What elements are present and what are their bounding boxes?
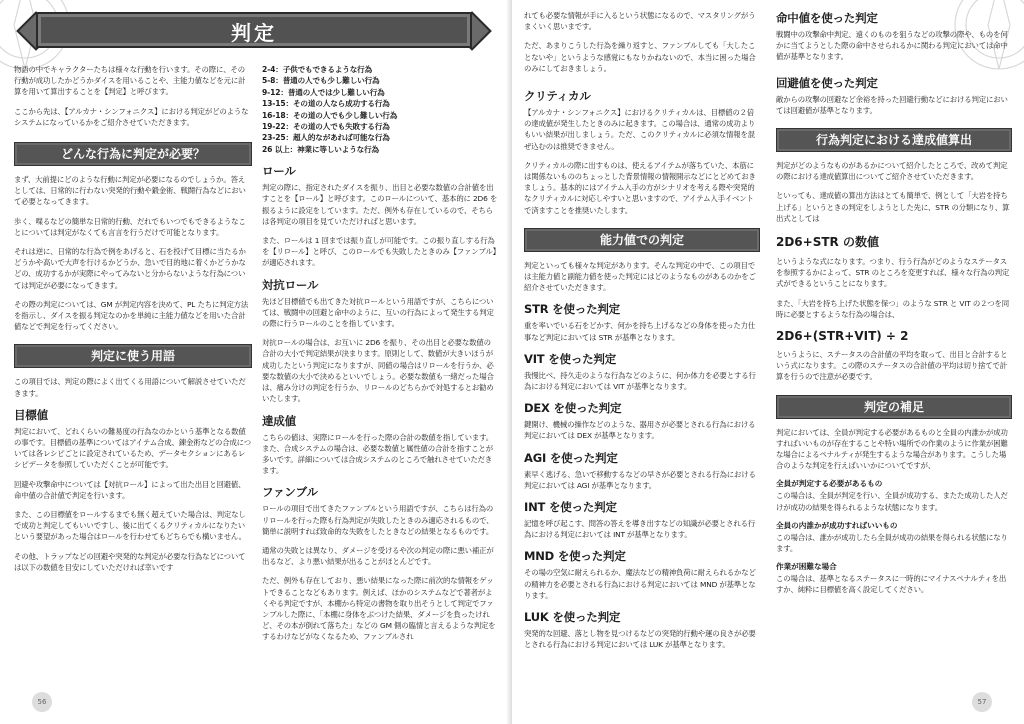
scale-item: 23-25：超人的ながあれば可能な行為 [262, 133, 390, 143]
paragraph: ただ、例外も存在しており、悪い結果になった際に前次的な情報をゲットできることなどもあります。例えば、ほかのシステムなどで著者がよくやる判定ですが、本棚から特定の書物を取り出そうとして判定でファンブルした際に、「本棚に身体をぶつけた結果、ダメージを負ったけれど、その本が倒れて落ちた」などの GM 側の臨情と言えるような判定をするわけなどがなくなるため、ファンブルされ [262, 576, 496, 642]
paragraph: 判定がどのようなものがあるかについて紹介したところで、改めて判定の際における達成値算出についてご紹介させていただきます。 [776, 161, 1008, 182]
paragraph: ただ、あまりこうした行為を繰り返すと、ファンブルしても「大したことないや」というような感覚にもなりかねないので、本当に困った場合のみにしておきましょう。 [524, 41, 756, 73]
paragraph: 【アルカナ・シンフォニクス】におけるクリティカルは、目標値の２倍の達成値が発生したときのみに起きます。この場合は、通常の成功よりもいい結果が出しましょう。ただ、このクリティカルに必須な情報を混ぜ込むのは推奨できません。 [524, 108, 756, 151]
paragraph: この場合は、誰かが成功したら全員が成功の結果を得られる状態になります。 [776, 532, 1008, 554]
scale-item: 9-12：普通の人では少し難しい行為 [262, 87, 385, 97]
paragraph: といっても、達成値の算出方法はとても簡単で、例として「大岩を持ち上げる」というときの判定をしようとした先に、STR の分類になり、算出式としては [776, 191, 1010, 223]
ability-heading: 回避値を使った判定 [776, 75, 878, 90]
paragraph: また、「大岩を持ち上げた状態を保つ」のような STR と VIT の２つを同時に必要とするような行為の場合は、 [776, 298, 1010, 319]
paragraph: 通常の失敗とは異なり、ダメージを受けるや次の判定の際に悪い補正が出るなど、より悪い結果が出ることがほとんどです。 [262, 545, 494, 567]
ability-heading: VIT を使った判定 [524, 351, 617, 366]
paragraph: その際の判定については、GM が判定内容を決めて、PL たちに判定方法を指示し、ダイスを振る判定なのかを単純に主能力値などを用いた合計値などで判定を行ってください。 [14, 299, 249, 332]
term-heading: 達成値 [262, 413, 296, 428]
term-heading: 目標値 [14, 407, 48, 422]
scale-item: 16-18：その道の人でも少し難しい行為 [262, 110, 398, 120]
sub-heading: 作業が困難な場合 [776, 562, 837, 572]
paragraph: というように、ステータスの合計値の平均を取って、出目と合計するという式になります。この際のステータスの合計値の平均は切り捨てで計算を行うので注意が必要です。 [776, 350, 1008, 382]
paragraph: それは逆に、日常的な行為で例をあげると、石を投げて目標に当たるかどうかや高いで大声を行けるかどうか、急いで目的地に着くかどうかなどの、成功するかが実際にやってみないと分からないような行為については判定が必要になってきます。 [14, 247, 246, 290]
left-page [0, 0, 510, 724]
paragraph: その場の空気に耐えられるか、魔法などの精神負荷に耐えられるかなどの精神力を必要とされる行為における判定においては MND が基準となります。 [524, 568, 756, 600]
paragraph: れても必要な情報が手に入るという状態になるので、マスタリングがうまくいく思いまです。 [524, 11, 756, 32]
paragraph: 判定において、どれくらいの難易度の行為なのかという基準となる数値の事です。目標値の基準についてはアイテム合成、錬金術などの合成については各レシピごとに設定されているため、データセクションにあるレシピデータを参照していただくことが可能です。 [14, 426, 252, 470]
section-header: 判定に使う用語 [14, 344, 252, 368]
paragraph: 素早く逃げる、急いで移動するなどの早さが必要とされる行為における判定においては AGI が基準となります。 [524, 469, 756, 490]
section-header: 行為判定における達成値算出 [776, 128, 1012, 152]
term-heading: ファンブル [262, 485, 318, 500]
paragraph: 戦闘中の攻撃命中判定、遠くのものを狙うなどの攻撃の際や、ものを何かに当てようとした際の命中させられるかに関わる判定においては命中値が基準となります。 [776, 30, 1008, 62]
scale-item: 2-4：子供でもできるような行為 [262, 65, 373, 74]
paragraph: その他、トラップなどの回避や突発的な判定が必要な行為などについては以下の数値を目安にしていただければ幸いです [14, 551, 246, 572]
term-heading: クリティカル [524, 89, 591, 104]
paragraph: 判定においては、全員が判定する必要があるものと全員の内誰かが成功すればいいものが存在することや特い場所での作業のように作業が困難な場合によるペナルティが発生するような場合があります。こうした場合のような判定を行えばいいかについてですが、 [776, 427, 1008, 471]
scale-item: 26 以上：神業に等しいような行為 [262, 144, 379, 154]
paragraph: 歩く、喋るなどの簡単な日常的行動、だれでもいつでもできるようなことについては判定がなくても言言を行うだけで可能となります。 [14, 216, 246, 237]
paragraph: この場合は、全員が判定を行い、全員が成功する、またた成功した人だけが成功の結果を得られるような状態になります。 [776, 491, 1008, 512]
column-1 [14, 64, 252, 573]
paragraph: 判定といっても様々な判定があります。そんな判定の中で、この項目では主能力値と副能力値を使った判定にはどのようなものがあるのかをご紹介させていただきます。 [524, 260, 756, 293]
column-4 [776, 10, 1012, 596]
paragraph: 鍵開け、機械の操作などのような、器用さが必要とされる行為における判定においては DEX が基準となります。 [524, 420, 756, 441]
paragraph: 判定の際に、指定されたダイスを振り、出目と必要な数値の合計値を出すことを【ロール】と呼びます。このロールについて、基本的に 2D6 を振るように設定をしています。ただ、例外も存在しているので、そちらは各判定の項目を見ていただければと思います。 [262, 183, 498, 226]
paragraph: 突発的な回避、落とし物を見つけるなどの突発的行動や運の良さが必要とされる行為における判定においては LUK が基準となります。 [524, 629, 756, 650]
column-3 [524, 10, 760, 651]
sub-heading: 全員の内誰かが成功すればいいもの [776, 520, 898, 530]
paragraph: ロールの項目で出てきたファンブルという用語ですが、こちらは行為のリロールを行った際も行為判定が失敗したときのみ適応されるもので、簡単に説明すれば致命的な失敗をしたときなどの結果となるものです。 [262, 504, 494, 536]
ability-heading: AGI を使った判定 [524, 450, 618, 465]
formula: 2D6+(STR+VIT) ÷ 2 [776, 329, 909, 344]
paragraph: というような式になります。つまり、行う行為がどのようなステータスを参照するかによって、STR のところを変更すれば、様々な行為の判定式ができるということになります。 [776, 257, 1010, 289]
ability-heading: INT を使った判定 [524, 500, 617, 515]
term-heading: 対抗ロール [262, 277, 319, 292]
page-title: 判定 [231, 21, 277, 45]
page-title-banner [10, 10, 498, 50]
paragraph: また、この目標値をロールするまでも無く超えていた場合は、判定なしで成功と判定してもいいですし、後に出てくるクリティカルになりたいという要望があった場合はロールを行わせてもどちらでも構いません。 [14, 510, 246, 542]
section-header: どんな行為に判定が必要？ [14, 142, 252, 166]
intro-paragraph: 物語の中でキャラクターたちは様々な行動を行います。その際に、その行動が成功したかどうかダイスを用いることや、主能力値などを元に計算を用いて算出することを【判定】と呼びます。 [14, 65, 246, 97]
scale-item: 19-22：その道の人でも失敗する行為 [262, 122, 390, 132]
paragraph: まず、大前提にどのような行動に判定が必要になるのでしょうか。答えとしては、日常的に行わない突発的行動や鍛金術、戦闘行為などにおいて必要となってきます。 [14, 175, 246, 207]
paragraph: 先ほど目標値でも出てきた対抗ロールという用語ですが、こちらについては、戦闘中の回避と命中のように、互いの行為によって発生する判定の際に行うロールのことを指しています。 [262, 296, 494, 329]
sub-heading: 全員が判定する必要があるもの [776, 479, 883, 489]
right-page [512, 0, 1024, 724]
term-heading: ロール [262, 164, 296, 179]
page-number: 57 [972, 692, 992, 712]
scale-item: 5-8：普通の人でも少し難しい行為 [262, 76, 380, 86]
section-header: 判定の補足 [776, 395, 1012, 419]
paragraph: 我慢比べ、持久走のような行為などのように、何か体力を必要とする行為における判定においては VIT が基準となります。 [524, 370, 756, 392]
paragraph: この場合は、基準となるステータスに一時的にマイナスペナルティを出すか、純粋に目標値を高く設定してください。 [776, 574, 1007, 595]
paragraph: 回避や攻撃命中については【対抗ロール】によって出た出目と回避値、命中値の合計値で判定を行います。 [14, 479, 246, 500]
intro-paragraph: ここから先は、【アルカナ・シンフォニクス】における判定がどのようなシステムになっているかをご紹介させていただきます。 [14, 106, 249, 127]
paragraph: クリティカルの際に出すものは、使えるアイテムが落ちていた、本筋には関係ないもののちょっとした背景情報の情報開示などにとどめておきましょう。基本的にはアイテム入手の方がシナリオを考える際や突発的なクリティカルに対応しやすいと思いますので、アイテム入手イベントで済ますことを推奨いたします。 [524, 160, 756, 215]
paragraph: この項目では、判定の際によく出てくる用語について解説させていただきます。 [14, 377, 246, 398]
paragraph: 重を率いでいる石をどかす、何かを持ち上げるなどの身体を使った力仕事など判定においては STR が基準となります。 [524, 321, 756, 342]
ability-heading: LUK を使った判定 [524, 610, 621, 625]
paragraph: 敵からの攻撃の回避など余裕を持った回避行動などにおける判定においては回避値が基準となります。 [776, 94, 1008, 115]
column-2 [262, 64, 498, 643]
ability-heading: DEX を使った判定 [524, 401, 622, 416]
difficulty-scale [262, 64, 498, 155]
ability-heading: MND を使った判定 [524, 549, 626, 564]
ability-heading: STR を使った判定 [524, 302, 620, 317]
page-number: 56 [32, 692, 52, 712]
formula: 2D6+STR の数値 [776, 235, 879, 250]
paragraph: 記憶を呼び起こす、問答の答えを導き出すなどの知識が必要とされる行為における判定においては INT が基準となります。 [524, 519, 756, 540]
ability-heading: 命中値を使った判定 [776, 11, 878, 25]
section-header: 能力値での判定 [524, 228, 760, 252]
paragraph: また、ロールは 1 回までは振り直しが可能です。この振り直しする行為を【リロール】と呼び、このロールでも失敗したときのみ【ファンブル】が適応されます。 [262, 236, 497, 268]
paragraph: 対抗ロールの場合は、お互いに 2D6 を振り、その出目と必要な数値の合計の大小で判定結果が決まります。原則として、数値が大きいほうが成功したという判定になりますが、同値の場合はリロールを行うか、必要な数値の大小で決めるといいでしょう。必要な数値も一緒だった場合は、痛み分けの判定を行うか、リロールのどちらかで対処するとお勧めいたします。 [262, 338, 494, 404]
scale-item: 13-15：その道の人なら成功する行為 [262, 99, 390, 109]
paragraph: こちらの値は、実際にロールを行った際の合計の数値を指しています。また、合成システムの場合は、必要な数値と属性値の合計を指すことが多いです。詳細については合成システムのところで触れさせていただきます。 [262, 432, 493, 476]
